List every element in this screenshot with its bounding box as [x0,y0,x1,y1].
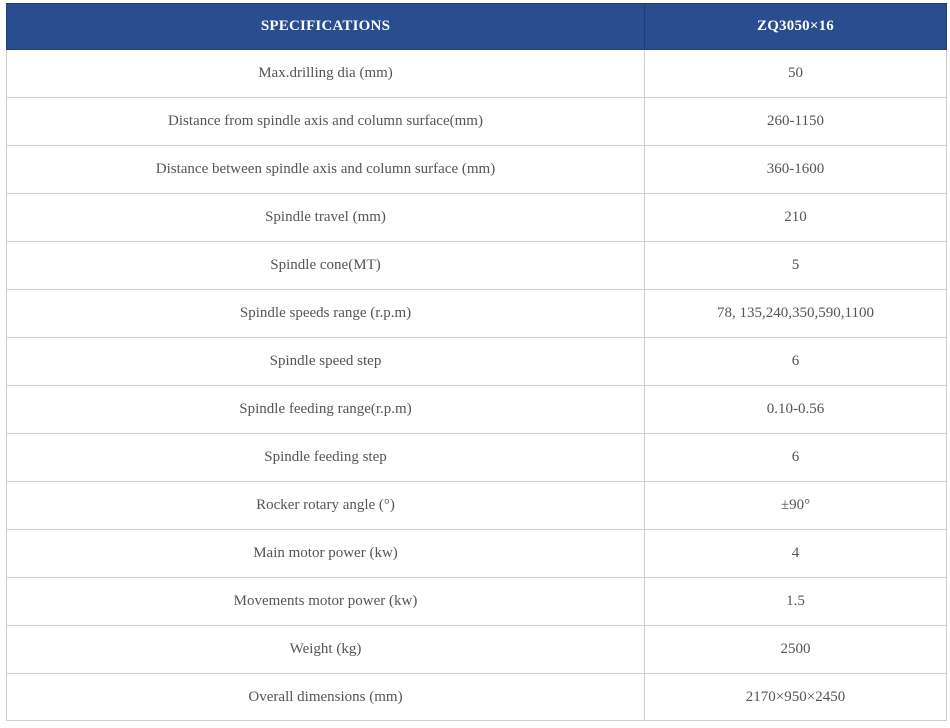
table-row [7,386,947,434]
spec-value-cell: 5 [645,242,947,290]
spec-name-cell: Spindle feeding range(r.p.m) [7,386,645,434]
spec-name-cell: Movements motor power (kw) [7,578,645,626]
specifications-table [6,3,947,721]
table-row [7,98,947,146]
spec-value-cell: 6 [645,434,947,482]
spec-name-cell: Distance between spindle axis and column surface (mm) [7,146,645,194]
table-row [7,482,947,530]
table-row [7,290,947,338]
spec-value-cell: 360-1600 [645,146,947,194]
spec-name-cell: Spindle travel (mm) [7,194,645,242]
table-row [7,578,947,626]
spec-name-cell: Main motor power (kw) [7,530,645,578]
header-specifications: SPECIFICATIONS [7,4,645,50]
spec-value-cell: 260-1150 [645,98,947,146]
header-model: ZQ3050×16 [645,4,947,50]
spec-value-cell: 2500 [645,626,947,674]
spec-name-cell: Spindle speeds range (r.p.m) [7,290,645,338]
table-row [7,530,947,578]
table-row [7,146,947,194]
spec-value-cell: 78, 135,240,350,590,1100 [645,290,947,338]
table-row [7,194,947,242]
spec-value-cell: 4 [645,530,947,578]
spec-value-cell: 50 [645,50,947,98]
table-row [7,626,947,674]
table-row [7,242,947,290]
spec-value-cell: 6 [645,338,947,386]
spec-name-cell: Spindle cone(MT) [7,242,645,290]
spec-name-cell: Spindle feeding step [7,434,645,482]
spec-name-cell: Rocker rotary angle (°) [7,482,645,530]
spec-name-cell: Overall dimensions (mm) [7,674,645,721]
spec-value-cell: 1.5 [645,578,947,626]
table-row [7,338,947,386]
table-row [7,50,947,98]
table-row [7,674,947,721]
spec-value-cell: 2170×950×2450 [645,674,947,721]
spec-name-cell: Spindle speed step [7,338,645,386]
spec-value-cell: 210 [645,194,947,242]
spec-name-cell: Distance from spindle axis and column surface(mm) [7,98,645,146]
spec-name-cell: Max.drilling dia (mm) [7,50,645,98]
spec-name-cell: Weight (kg) [7,626,645,674]
table-header-row [7,4,947,50]
spec-value-cell: 0.10-0.56 [645,386,947,434]
table-row [7,434,947,482]
spec-value-cell: ±90° [645,482,947,530]
